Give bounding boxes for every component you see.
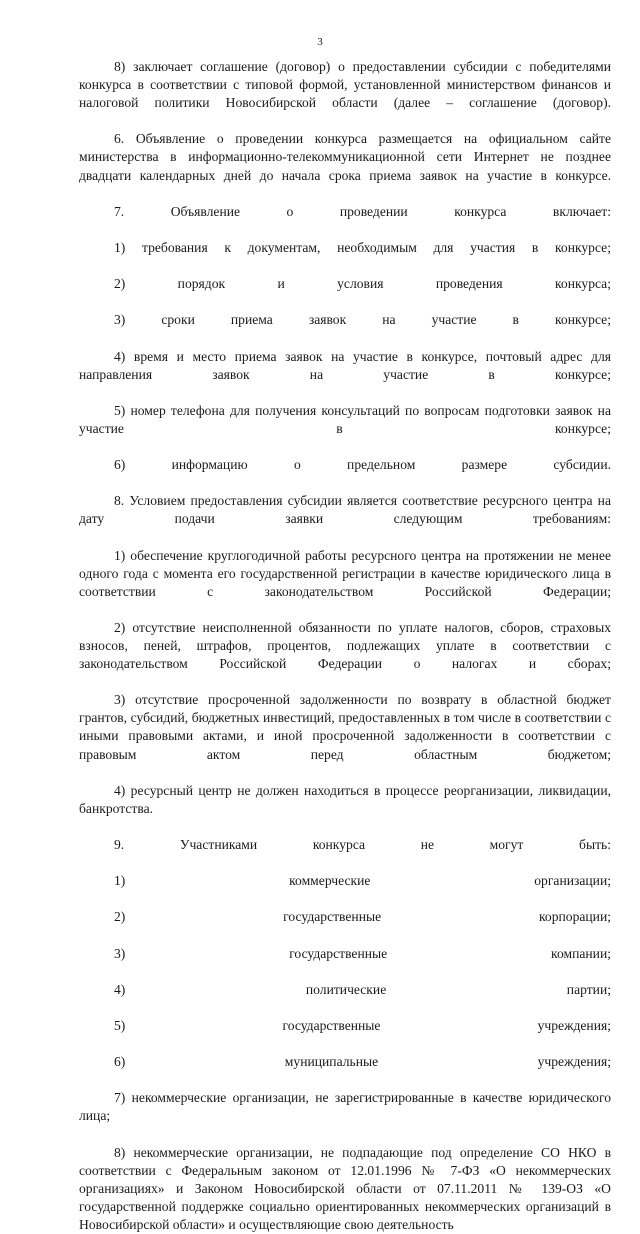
paragraph: 4) политические партии; [114, 981, 611, 997]
paragraph: 1) требования к документам, необходимым для участия в конкурсе; [114, 239, 611, 255]
paragraph: 1) коммерческие организации; [114, 873, 611, 889]
paragraph: 6) информацию о предельном размере субсидии. [114, 457, 611, 473]
paragraph: 7) некоммерческие организации, не зарегистрированные в качестве юридического лица; [79, 1090, 611, 1124]
paragraph: 6) муниципальные учреждения; [114, 1054, 611, 1070]
paragraph: 4) ресурсный центр не должен находиться в процессе реорганизации, ликвидации, банкротства. [79, 782, 611, 816]
paragraph: 2) отсутствие неисполненной обязанности по уплате налогов, сборов, страховых взносов, пеней, штрафов, процентов, подлежащих уплате в соответствии с законодательством Российской Федерации о налогах и сборах; [79, 619, 611, 672]
paragraph: 3) сроки приема заявок на участие в конкурсе; [114, 312, 611, 328]
paragraph: 8) некоммерческие организации, не подпадающие под определение СО НКО в соответствии с Федеральным законом от 12.01.1996 № 7-ФЗ «О некоммерческих организациях» и Законом Новосибирской области от 07.11.2011 № 139-ОЗ «О государственной поддержке социально ориентированных некоммерческих организаций в Новосибирской области» и осуществляющие свою деятельность [79, 1144, 611, 1232]
paragraph: 3) отсутствие просроченной задолженности по возврату в областной бюджет грантов, субсидий, бюджетных инвестиций, предоставленных в том числе в соответствии с иными правовыми актами, и иной просроченной задолженности в соответствии с правовым актом перед областным бюджетом; [79, 692, 611, 762]
paragraph: 9. Участниками конкурса не могут быть: [114, 837, 611, 853]
paragraph: 3) государственные компании; [114, 945, 611, 961]
paragraph: 8. Условием предоставления субсидии является соответствие ресурсного центра на дату подачи заявки следующим требованиям: [79, 493, 611, 527]
paragraph: 5) государственные учреждения; [114, 1017, 611, 1033]
paragraph: 5) номер телефона для получения консультаций по вопросам подготовки заявок на участие в конкурсе; [79, 402, 611, 436]
paragraph: 7. Объявление о проведении конкурса включает: [114, 203, 611, 219]
page-number: 3 [317, 36, 323, 48]
paragraph: 2) государственные корпорации; [114, 909, 611, 925]
paragraph: 2) порядок и условия проведения конкурса; [114, 276, 611, 292]
paragraph: 6. Объявление о проведении конкурса размещается на официальном сайте министерства в информационно-телекоммуникационной сети Интернет не позднее двадцати календарных дней до начала срока приема заявок на участие в конкурсе. [79, 131, 611, 183]
paragraph: 4) время и место приема заявок на участие в конкурсе, почтовый адрес для направления заявок на участие в конкурсе; [79, 348, 611, 382]
paragraph: 8) заключает соглашение (договор) о предоставлении субсидии с победителями конкурса в соответствии с типовой формой, установленной министерством финансов и налоговой политики Новосибирской области (далее – соглашение (договор). [79, 59, 611, 111]
paragraph: 1) обеспечение круглогодичной работы ресурсного центра на протяжении не менее одного года с момента его государственной регистрации в качестве юридического лица в соответствии с законодательством Российской Федерации; [79, 547, 611, 599]
document-body [79, 58, 611, 1234]
